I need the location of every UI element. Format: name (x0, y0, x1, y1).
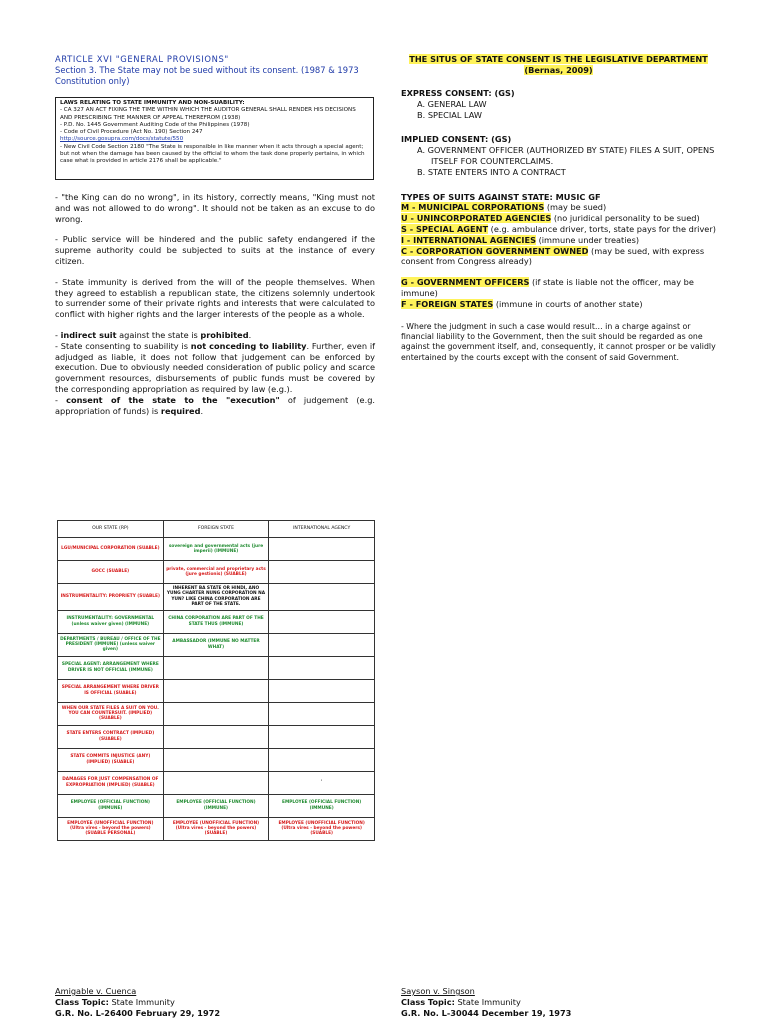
left-column (55, 192, 375, 416)
table-cell: AMBASSADOR (IMMUNE NO MATTER WHAT) (163, 633, 269, 656)
table-cell: STATE COMMITS INJUSTICE (ANY) (IMPLIED) (SUABLE) (58, 748, 164, 771)
paragraph: - State immunity is derived from the will of the people themselves. When they agreed to establish a republican state, the citizens solemnly undertook to surrender some of their private rights and interests that were calculated to conflict with higher rights and the larger interests of the people as a whole. (55, 276, 375, 320)
table-cell (269, 702, 375, 725)
right-column (401, 54, 716, 363)
table-cell: INSTRUMENTALITY: GOVERNMENTAL (unless waiver given) (IMMUNE) (58, 610, 164, 633)
table-cell: DAMAGES FOR JUST COMPENSATION OF EXPROPRIATION (IMPLIED) (SUABLE) (58, 771, 164, 794)
table-cell (163, 725, 269, 748)
table-row (58, 584, 375, 611)
paragraph: - "the King can do no wrong", in its history, correctly means, "King must not and was not allowed to do wrong". It should not be taken as an excuse to do wrong. (55, 192, 375, 224)
types-item: C - CORPORATION GOVERNMENT OWNED (may be sued, with express consent from Congress already) (401, 245, 705, 267)
indirect-suit-line: - indirect suit against the state is prohibited. (55, 329, 252, 340)
case-topic: Class Topic: State Immunity (55, 996, 175, 1007)
execution-paragraph: - consent of the state to the "execution" of judgement (e.g. appropriation of funds) is required. (55, 394, 375, 416)
laws-item: - CA 327 AN ACT FIXING THE TIME WITHIN WHICH THE AUDITOR GENERAL SHALL RENDER HIS DECISIONS AND PRESCRIBING THE MANNER OF APPEAL THEREFROM (1938) (60, 107, 356, 121)
laws-item: - P.D. No. 1445 Government Auditing Code of the Philippines (1978) (60, 121, 250, 128)
table-cell (269, 633, 375, 656)
civil-code-note: - New Civil Code Section 2180 "The State is responsible in like manner when it acts through a special agent; but not when the damage has been caused by the official to whom the task done properly pertains, in which case what is provided in article 2176 shall be applicable." (60, 143, 365, 165)
express-consent-list (401, 99, 716, 121)
table-cell: EMPLOYEE (UNOFFICIAL FUNCTION) (Ultra vires - beyond the powers) (SUABLE) (269, 817, 375, 840)
comparison-table (57, 520, 375, 841)
paragraph: - Public service will be hindered and the public safety endangered if the supreme authority could be subjected to suits at the instance of every citizen. (55, 234, 375, 266)
table-cell (269, 725, 375, 748)
table-row (58, 817, 375, 840)
table-cell: INHERENT BA STATE OR HINDI, ANO YUNG CHARTER NUNG CORPORATION NA YUN? LIKE CHINA CORPORATION ARE PART OF THE STATE. (163, 584, 269, 611)
case-name: Amigable v. Cuenca (55, 986, 137, 996)
table-cell: WHEN OUR STATE FILES A SUIT ON YOU. YOU CAN COUNTERSUIT. (IMPLIED) (SUABLE) (58, 702, 164, 725)
case-header-right (401, 986, 571, 1018)
table-cell: CHINA CORPORATION ARE PART OF THE STATE THUS (IMMUNE) (163, 610, 269, 633)
table-cell (269, 748, 375, 771)
types-item: U - UNINCORPORATED AGENCIES (no juridical personality to be sued) (401, 213, 700, 224)
table-cell: SPECIAL ARRANGEMENT WHERE DRIVER IS OFFICIAL (SUABLE) (58, 679, 164, 702)
table-body (58, 538, 375, 841)
types-item: S - SPECIAL AGENT (e.g. ambulance driver, torts, state pays for the driver) (401, 223, 716, 234)
list-item: B. STATE ENTERS INTO A CONTRACT (417, 166, 566, 177)
case-header-left (55, 986, 220, 1018)
table-cell (163, 656, 269, 679)
table-row (58, 748, 375, 771)
types-item: G - GOVERNMENT OFFICERS (if state is liable not the officer, may be immune) (401, 277, 694, 298)
situs-heading: THE SITUS OF STATE CONSENT IS THE LEGISLATIVE DEPARTMENT (Bernas, 2009) (409, 54, 708, 75)
table-cell (163, 748, 269, 771)
table-cell (269, 538, 375, 561)
case-gr-number: G.R. No. L-26400 February 29, 1972 (55, 1007, 221, 1018)
list-item: A. GOVERNMENT OFFICER (AUTHORIZED BY STATE) FILES A SUIT, OPENS ITSELF FOR COUNTERCLAIMS. (417, 145, 715, 166)
table-cell: EMPLOYEE (UNOFFICIAL FUNCTION) (Ultra vires - beyond the powers) (SUABLE) (163, 817, 269, 840)
laws-item: - Code of Civil Procedure (Act No. 190) Section 247 (60, 129, 203, 136)
table-cell (269, 656, 375, 679)
header-international-agency: INTERNATIONAL AGENCY (269, 521, 375, 538)
table-cell: INSTRUMENTALITY: PROPRIETY (SUABLE) (58, 584, 164, 611)
table-cell (269, 561, 375, 584)
table-cell (269, 610, 375, 633)
types-item: F - FOREIGN STATES (immune in courts of another state) (401, 298, 643, 309)
table-cell: EMPLOYEE (OFFICIAL FUNCTION) (IMMUNE) (163, 794, 269, 817)
suability-paragraph: - State consenting to suability is not conceding to liability. Further, even if adjudged as liable, it does not follow that judgement can be enforced by execution. Due to obviously needed consideration of public policy and scarce government resources, disbursements of public funds must be covered by the corresponding appropriation as required by law (e.g.). (55, 340, 375, 394)
table-cell: STATE ENTERS CONTRACT (IMPLIED) (SUABLE) (58, 725, 164, 748)
implied-consent-heading: IMPLIED CONSENT: (GS) (401, 134, 512, 145)
table-cell (163, 679, 269, 702)
table-cell (269, 679, 375, 702)
judgment-paragraph: - Where the judgment in such a case would result… in a charge against or financial liability to the Government, then the suit should be regarded as one against the government itself, and, consequently, it cannot prosper or be validly entertained by the courts except with the consent of said Government. (401, 321, 716, 362)
statute-link[interactable]: http://source.gosupra.com/docs/statute/550 (60, 136, 184, 143)
table-cell: sovereign and governmental acts (jure imperii) (IMMUNE) (163, 538, 269, 561)
table-row (58, 725, 375, 748)
table-cell (163, 771, 269, 794)
implied-consent-list (401, 145, 716, 177)
table-row (58, 610, 375, 633)
list-item: A. GENERAL LAW (417, 98, 487, 109)
table-cell (163, 702, 269, 725)
express-consent-heading: EXPRESS CONSENT: (GS) (401, 88, 515, 98)
table-row (58, 538, 375, 561)
table-cell: ' (269, 771, 375, 794)
table-row (58, 633, 375, 656)
table-cell: EMPLOYEE (OFFICIAL FUNCTION) (IMMUNE) (269, 794, 375, 817)
list-item: B. SPECIAL LAW (417, 109, 483, 120)
table-header-row (58, 521, 375, 538)
table-row (58, 771, 375, 794)
table-cell: EMPLOYEE (UNOFFICIAL FUNCTION) (Ultra vires - beyond the powers) (SUABLE PERSONAL) (58, 817, 164, 840)
types-item: M - MUNICIPAL CORPORATIONS (may be sued) (401, 202, 607, 213)
table-cell: GOCC (SUABLE) (58, 561, 164, 584)
table-row (58, 679, 375, 702)
article-section: Section 3. The State may not be sued without its consent. (1987 & 1973 Constitution only) (55, 65, 359, 86)
types-item: I - INTERNATIONAL AGENCIES (immune under treaties) (401, 234, 640, 245)
table-row (58, 656, 375, 679)
case-topic: Class Topic: State Immunity (401, 996, 521, 1007)
table-row (58, 794, 375, 817)
table-cell: private, commercial and proprietary acts (jure gestionis) (SUABLE) (163, 561, 269, 584)
table-row (58, 561, 375, 584)
table-cell: EMPLOYEE (OFFICIAL FUNCTION) (IMMUNE) (58, 794, 164, 817)
table-cell: SPECIAL AGENT: ARRANGEMENT WHERE DRIVER IS NOT OFFICIAL (IMMUNE) (58, 656, 164, 679)
table-cell: LGU/MUNICIPAL CORPORATION (SUABLE) (58, 538, 164, 561)
case-name: Sayson v. Singson (401, 986, 475, 996)
article-title: ARTICLE XVI "GENERAL PROVISIONS" (55, 54, 229, 64)
laws-box-title: LAWS RELATING TO STATE IMMUNITY AND NON-SUABILITY: (60, 100, 245, 106)
header-our-state: OUR STATE (RP) (58, 521, 164, 538)
header-foreign-state: FOREIGN STATE (163, 521, 269, 538)
laws-box (55, 97, 374, 180)
table-cell (269, 584, 375, 611)
table-row (58, 702, 375, 725)
table-cell: DEPARTMENTS / BUREAU / OFFICE OF THE PRESIDENT (IMMUNE) (unless waiver given) (58, 633, 164, 656)
case-gr-number: G.R. No. L-30044 December 19, 1973 (401, 1007, 572, 1018)
types-heading: TYPES OF SUITS AGAINST STATE: MUSIC GF (401, 191, 601, 202)
